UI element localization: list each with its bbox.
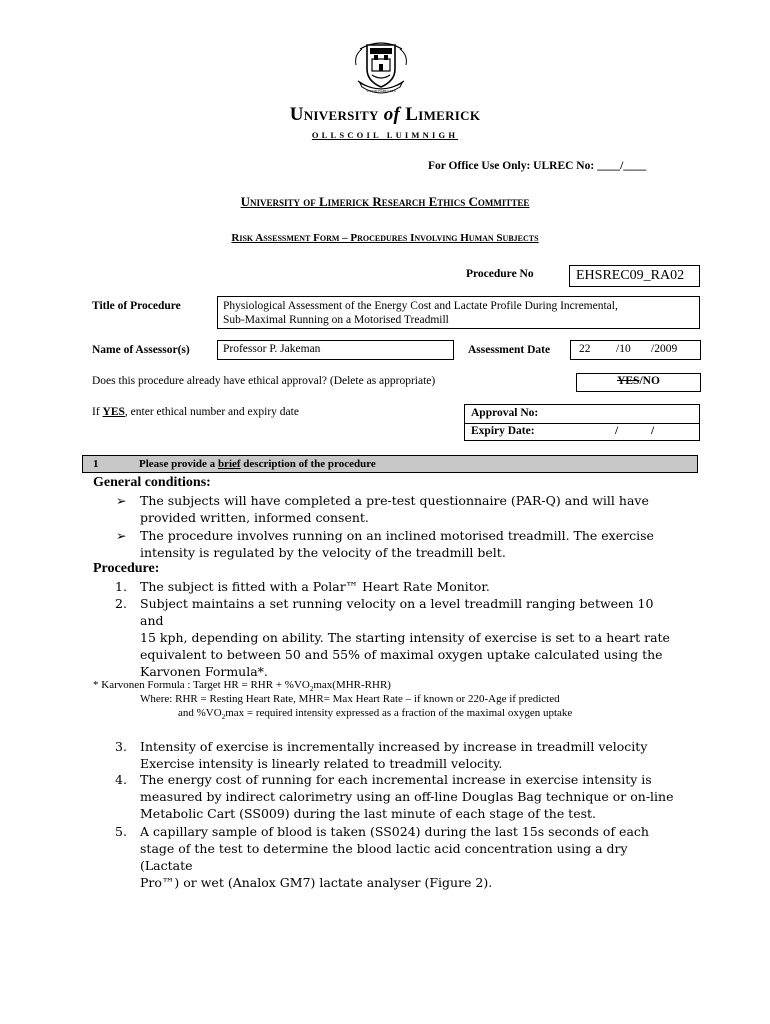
step-5-line-1: A capillary sample of blood is taken (SS024) during the last 15s seconds of each xyxy=(140,824,649,839)
step-4-line-3: Metabolic Cart (SS009) during the last minute of each stage of the test. xyxy=(140,806,597,821)
bullet-arrow-icon: ➢ xyxy=(116,528,127,543)
procedure-no-label: Procedure No xyxy=(466,268,534,280)
step-2-line-2: 15 kph, depending on ability. The starting intensity of exercise is set to a heart rate xyxy=(140,630,670,645)
if-yes-instruction xyxy=(92,406,299,418)
if-yes-prefix: If xyxy=(92,406,103,418)
karvonen-where-line: Where: RHR = Resting Heart Rate, MHR= Max Heart Rate – if known or 220-Age if predicted xyxy=(140,693,560,705)
bullet-2-line-2: intensity is regulated by the velocity of the treadmill belt. xyxy=(140,545,506,560)
crest-icon xyxy=(350,35,412,97)
approval-yes-option: YES xyxy=(617,375,640,387)
approval-details-box xyxy=(464,404,700,441)
procedure-heading: Procedure: xyxy=(93,561,160,576)
title-of-procedure-field[interactable] xyxy=(217,296,700,329)
general-conditions-heading: General conditions: xyxy=(93,475,211,490)
section-1-number: 1 xyxy=(93,458,99,470)
university-crest xyxy=(350,35,412,97)
procedure-no-value: EHSREC09_RA02 xyxy=(576,268,685,283)
approval-number-label[interactable]: Approval No: xyxy=(471,407,539,419)
bullet-arrow-icon: ➢ xyxy=(116,493,127,508)
expiry-separator-2: / xyxy=(651,425,655,437)
university-name-part1: University xyxy=(289,104,379,125)
karvonen-line-3b: max = required intensity expressed as a fraction of the maximal oxygen uptake xyxy=(225,707,573,719)
bullet-1-line-2: provided written, informed consent. xyxy=(140,510,369,525)
step-4-number: 4. xyxy=(115,772,127,787)
karvonen-line-1-sub: 2 xyxy=(309,685,314,694)
step-1-number: 1. xyxy=(115,579,127,594)
section-1-title-brief: brief xyxy=(217,458,241,470)
step-3-number: 3. xyxy=(115,739,127,754)
karvonen-line-3a: and %VO xyxy=(178,707,222,719)
step-2-line-4: Karvonen Formula*. xyxy=(140,664,268,679)
karvonen-line-3-sub: 2 xyxy=(221,713,226,722)
crest-motto: STATIM HABET PAX xyxy=(366,89,396,93)
university-irish-name: OLLSCOIL LUIMNIGH xyxy=(311,130,459,140)
if-yes-suffix: , enter ethical number and expiry date xyxy=(124,406,299,418)
university-name xyxy=(0,104,770,126)
step-5-line-3: Pro™) or wet (Analox GM7) lactate analyser (Figure 2). xyxy=(140,875,493,890)
section-1-title-after: description of the procedure xyxy=(240,458,376,470)
bullet-2-line-1: The procedure involves running on an inclined motorised treadmill. The exercise xyxy=(140,528,654,543)
approval-divider xyxy=(465,423,699,424)
section-1-header xyxy=(82,455,698,473)
date-day: 22 xyxy=(579,343,591,355)
title-line-1: Physiological Assessment of the Energy Cost and Lactate Profile During Incremental, xyxy=(223,300,618,312)
step-5-number: 5. xyxy=(115,824,127,839)
form-title: Risk Assessment Form – Procedures Involving Human Subjects xyxy=(231,232,539,244)
step-5-line-2: stage of the test to determine the blood lactic acid concentration using a dry (Lactate xyxy=(140,841,628,873)
assessment-date-field[interactable] xyxy=(570,340,701,360)
step-2-number: 2. xyxy=(115,596,127,611)
assessor-field[interactable] xyxy=(217,340,454,360)
university-name-part2: Limerick xyxy=(405,104,481,125)
assessor-value: Professor P. Jakeman xyxy=(223,343,321,355)
university-name-of: of xyxy=(383,104,401,125)
if-yes-word: YES xyxy=(102,406,125,418)
karvonen-line-1a: * Karvonen Formula : Target HR = RHR + %VO xyxy=(93,679,310,691)
committee-title: University of Limerick Research Ethics Committee xyxy=(240,194,530,209)
expiry-separator-1: / xyxy=(615,425,619,437)
section-1-title xyxy=(139,458,376,470)
approval-yes-no-field[interactable] xyxy=(576,373,701,392)
assessor-label: Name of Assessor(s) xyxy=(92,344,190,356)
step-3-line-2: Exercise intensity is linearly related to treadmill velocity. xyxy=(140,756,503,771)
procedure-no-field[interactable] xyxy=(569,265,700,287)
expiry-date-label[interactable]: Expiry Date: xyxy=(471,425,535,437)
step-2-line-3: equivalent to between 50 and 55% of maximal oxygen uptake calculated using the xyxy=(140,647,663,662)
karvonen-line-1b: max(MHR-RHR) xyxy=(313,679,391,691)
bullet-1-line-1: The subjects will have completed a pre-test questionnaire (PAR-Q) and will have xyxy=(140,493,649,508)
step-1-line-1: The subject is fitted with a Polar™ Heart Rate Monitor. xyxy=(140,579,490,594)
approval-question: Does this procedure already have ethical approval? (Delete as appropriate) xyxy=(92,375,436,387)
karvonen-vo2-line xyxy=(178,706,572,724)
date-month: /10 xyxy=(616,343,631,355)
title-line-2: Sub-Maximal Running on a Motorised Treadmill xyxy=(223,314,449,326)
date-year: /2009 xyxy=(651,343,678,355)
step-4-line-1: The energy cost of running for each incremental increase in exercise intensity is xyxy=(140,772,652,787)
assessment-date-label: Assessment Date xyxy=(468,344,551,356)
step-3-line-1: Intensity of exercise is incrementally increased by increase in treadmill velocity xyxy=(140,739,648,754)
step-4-line-2: measured by indirect calorimetry using an off-line Douglas Bag technique or on-line xyxy=(140,789,674,804)
step-2-line-1: Subject maintains a set running velocity on a level treadmill ranging between 10 and xyxy=(140,596,654,628)
approval-no-option: /NO xyxy=(639,375,660,387)
title-of-procedure-label: Title of Procedure xyxy=(92,300,181,312)
section-1-title-before: Please provide a xyxy=(139,458,218,470)
office-use-line: For Office Use Only: ULREC No: ____/____ xyxy=(428,160,647,172)
